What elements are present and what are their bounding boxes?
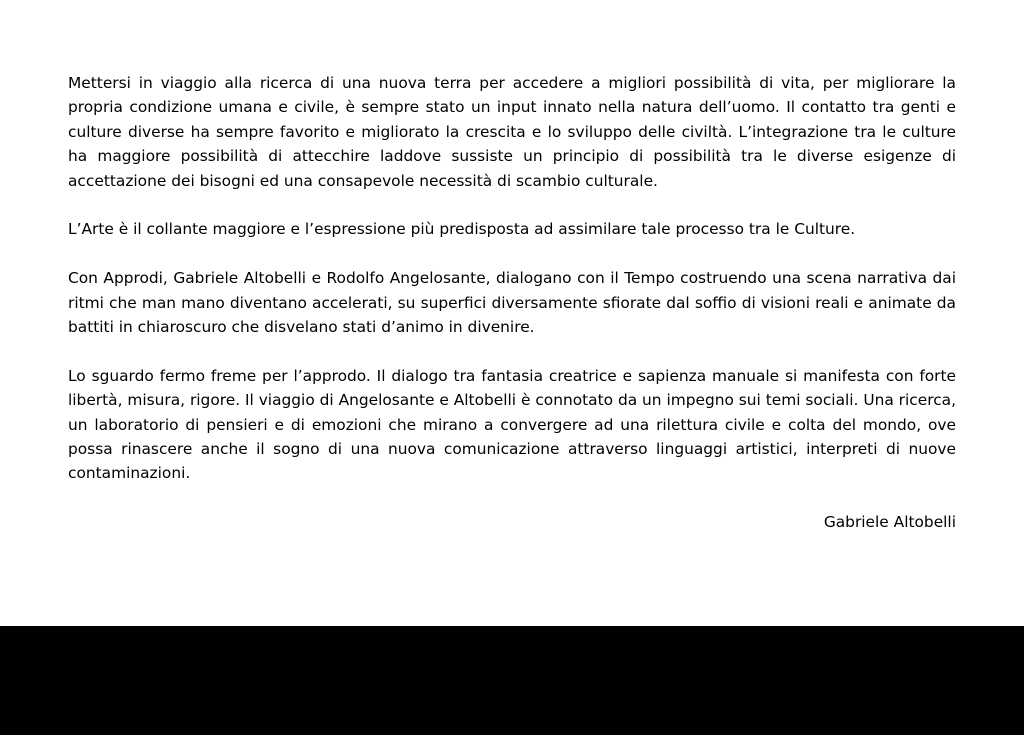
signature: Gabriele Altobelli [823, 513, 956, 532]
paragraph-art: L’Arte è il collante maggiore e l’espressione più predisposta ad assimilare tale processo tra le Culture. [68, 220, 856, 239]
paragraph-sguardo: Lo sguardo fermo freme per l’approdo. Il dialogo tra fantasia creatrice e sapienza manuale si manifesta con forte libertà, misura, rigore. Il viaggio di Angelosante e Altobelli è connotato da un impegno sui temi sociali. Una ricerca, un laboratorio di pensieri e di emozioni che mirano a convergere ad una rilettura civile e colta del mondo, ove possa rinascere anche il sogno di una nuova comunicazione attraverso linguaggi artistici, interpreti di nuove contaminazioni. [68, 366, 956, 483]
bottom-black-bar [0, 626, 1024, 735]
paragraph-intro: Mettersi in viaggio alla ricerca di una nuova terra per accedere a migliori possibilità di vita, per migliorare la propria condizione umana e civile, è sempre stato un input innato nella natura dell’uomo. Il contatto tra genti e culture diverse ha sempre favorito e migliorato la crescita e lo sviluppo delle civiltà. L’integrazione tra le culture ha maggiore possibilità di attecchire laddove sussiste un principio di possibilità tra le diverse esigenze di accettazione dei bisogni ed una consapevole necessità di scambio culturale. [68, 74, 956, 190]
paragraph-approdi: Con Approdi, Gabriele Altobelli e Rodolfo Angelosante, dialogano con il Tempo costruendo una scena narrativa dai ritmi che man mano diventano accelerati, su superfici diversamente sfiorate dal soffio di visioni reali e animate da battiti in chiaroscuro che disvelano stati d’animo in divenire. [68, 269, 956, 337]
document-body [68, 71, 956, 559]
